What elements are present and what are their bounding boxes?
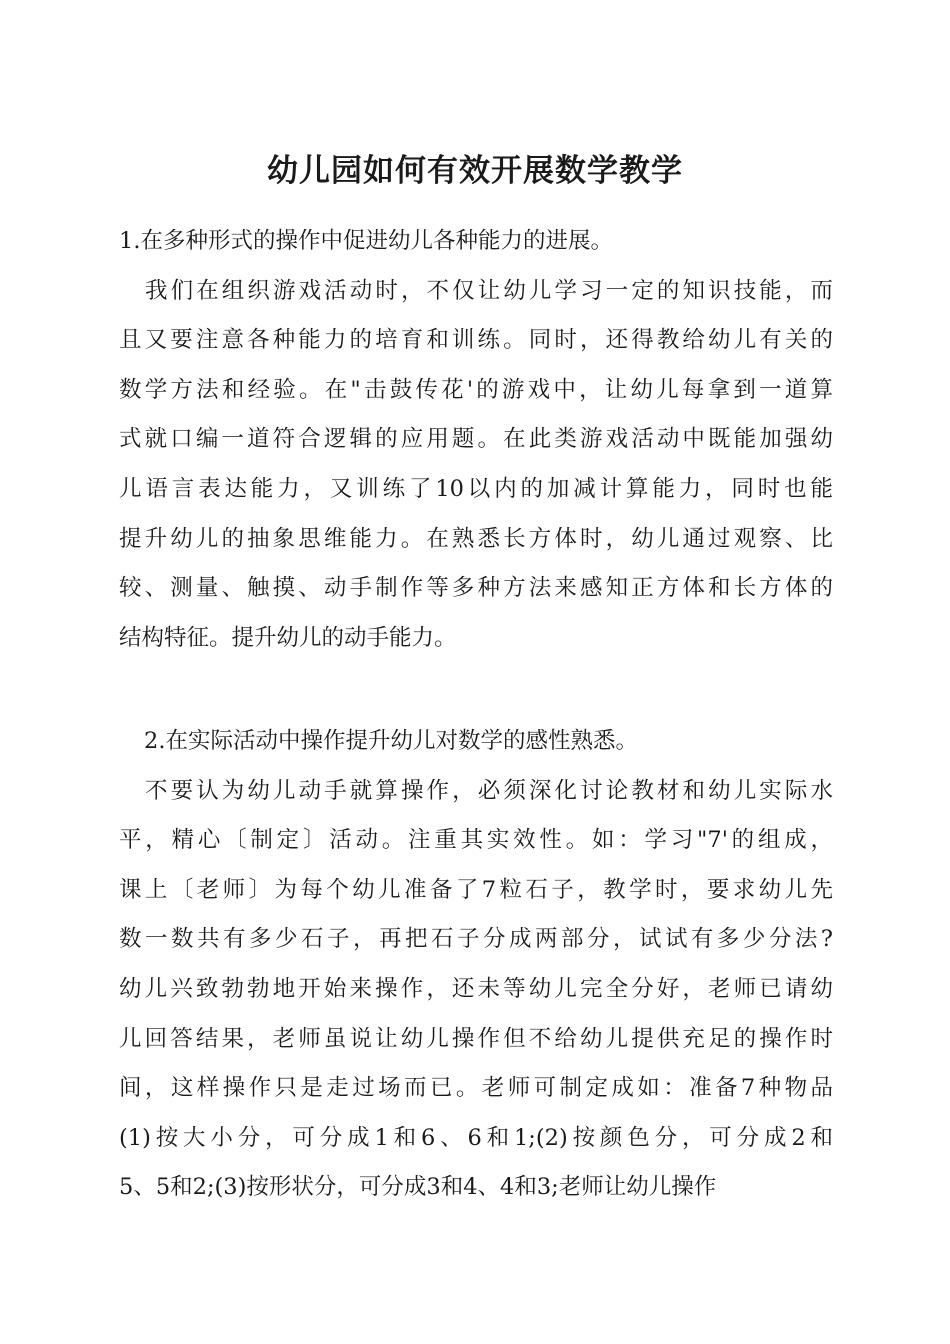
section-1 bbox=[119, 217, 833, 663]
paragraph-line: 儿回答结果，老师虽说让幼儿操作但不给幼儿提供充足的操作时 bbox=[119, 1025, 833, 1052]
section-1-heading: 1.在多种形式的操作中促进幼儿各种能力的进展。 bbox=[119, 228, 613, 254]
paragraph-line: 提升幼儿的抽象思维能力。在熟悉长方体时，幼儿通过观察、比 bbox=[119, 525, 833, 552]
paragraph-line: 课上〔老师〕为每个幼儿准备了7粒石子，教学时，要求幼儿先 bbox=[119, 876, 833, 903]
document-title: 幼儿园如何有效开展数学教学 bbox=[267, 153, 683, 189]
paragraph-line: 式就口编一道符合逻辑的应用题。在此类游戏活动中既能加强幼 bbox=[119, 426, 833, 453]
paragraph-line: 5、5和2;(3)按形状分，可分成3和4、4和3;老师让幼儿操作 bbox=[119, 1174, 717, 1201]
paragraph-line: 不要认为幼儿动手就算操作，必须深化讨论教材和幼儿实际水 bbox=[145, 777, 833, 804]
section-2 bbox=[119, 717, 833, 1213]
section-1-paragraph bbox=[119, 267, 833, 664]
paragraph-line: 间，这样操作只是走过场而已。老师可制定成如：准备7种物品 bbox=[119, 1075, 833, 1102]
paragraph-line: 数一数共有多少石子，再把石子分成两部分，试试有多少分法? bbox=[119, 926, 833, 953]
paragraph-line: 我们在组织游戏活动时，不仅让幼儿学习一定的知识技能，而 bbox=[145, 277, 833, 304]
paragraph-line: 平，精心〔制定〕活动。注重其实效性。如：学习"7'的组成， bbox=[119, 827, 833, 854]
paragraph-line: 数学方法和经验。在"击鼓传花'的游戏中，让幼儿每拿到一道算 bbox=[119, 376, 833, 403]
paragraph-line: 儿语言表达能力，又训练了10以内的加减计算能力，同时也能 bbox=[119, 475, 833, 502]
paragraph-line: (1)按大小分，可分成1和6、6和1;(2)按颜色分，可分成2和 bbox=[119, 1124, 833, 1151]
paragraph-line: 较、测量、触摸、动手制作等多种方法来感知正方体和长方体的 bbox=[119, 575, 833, 602]
paragraph-line: 结构特征。提升幼儿的动手能力。 bbox=[119, 624, 457, 651]
paragraph-line: 幼儿兴致勃勃地开始来操作，还未等幼儿完全分好，老师已请幼 bbox=[119, 975, 833, 1002]
paragraph-line: 且又要注意各种能力的培育和训练。同时，还得教给幼儿有关的 bbox=[119, 327, 833, 354]
section-2-heading: 2.在实际活动中操作提升幼儿对数学的感性熟悉。 bbox=[144, 728, 638, 754]
section-2-paragraph bbox=[119, 767, 833, 1213]
